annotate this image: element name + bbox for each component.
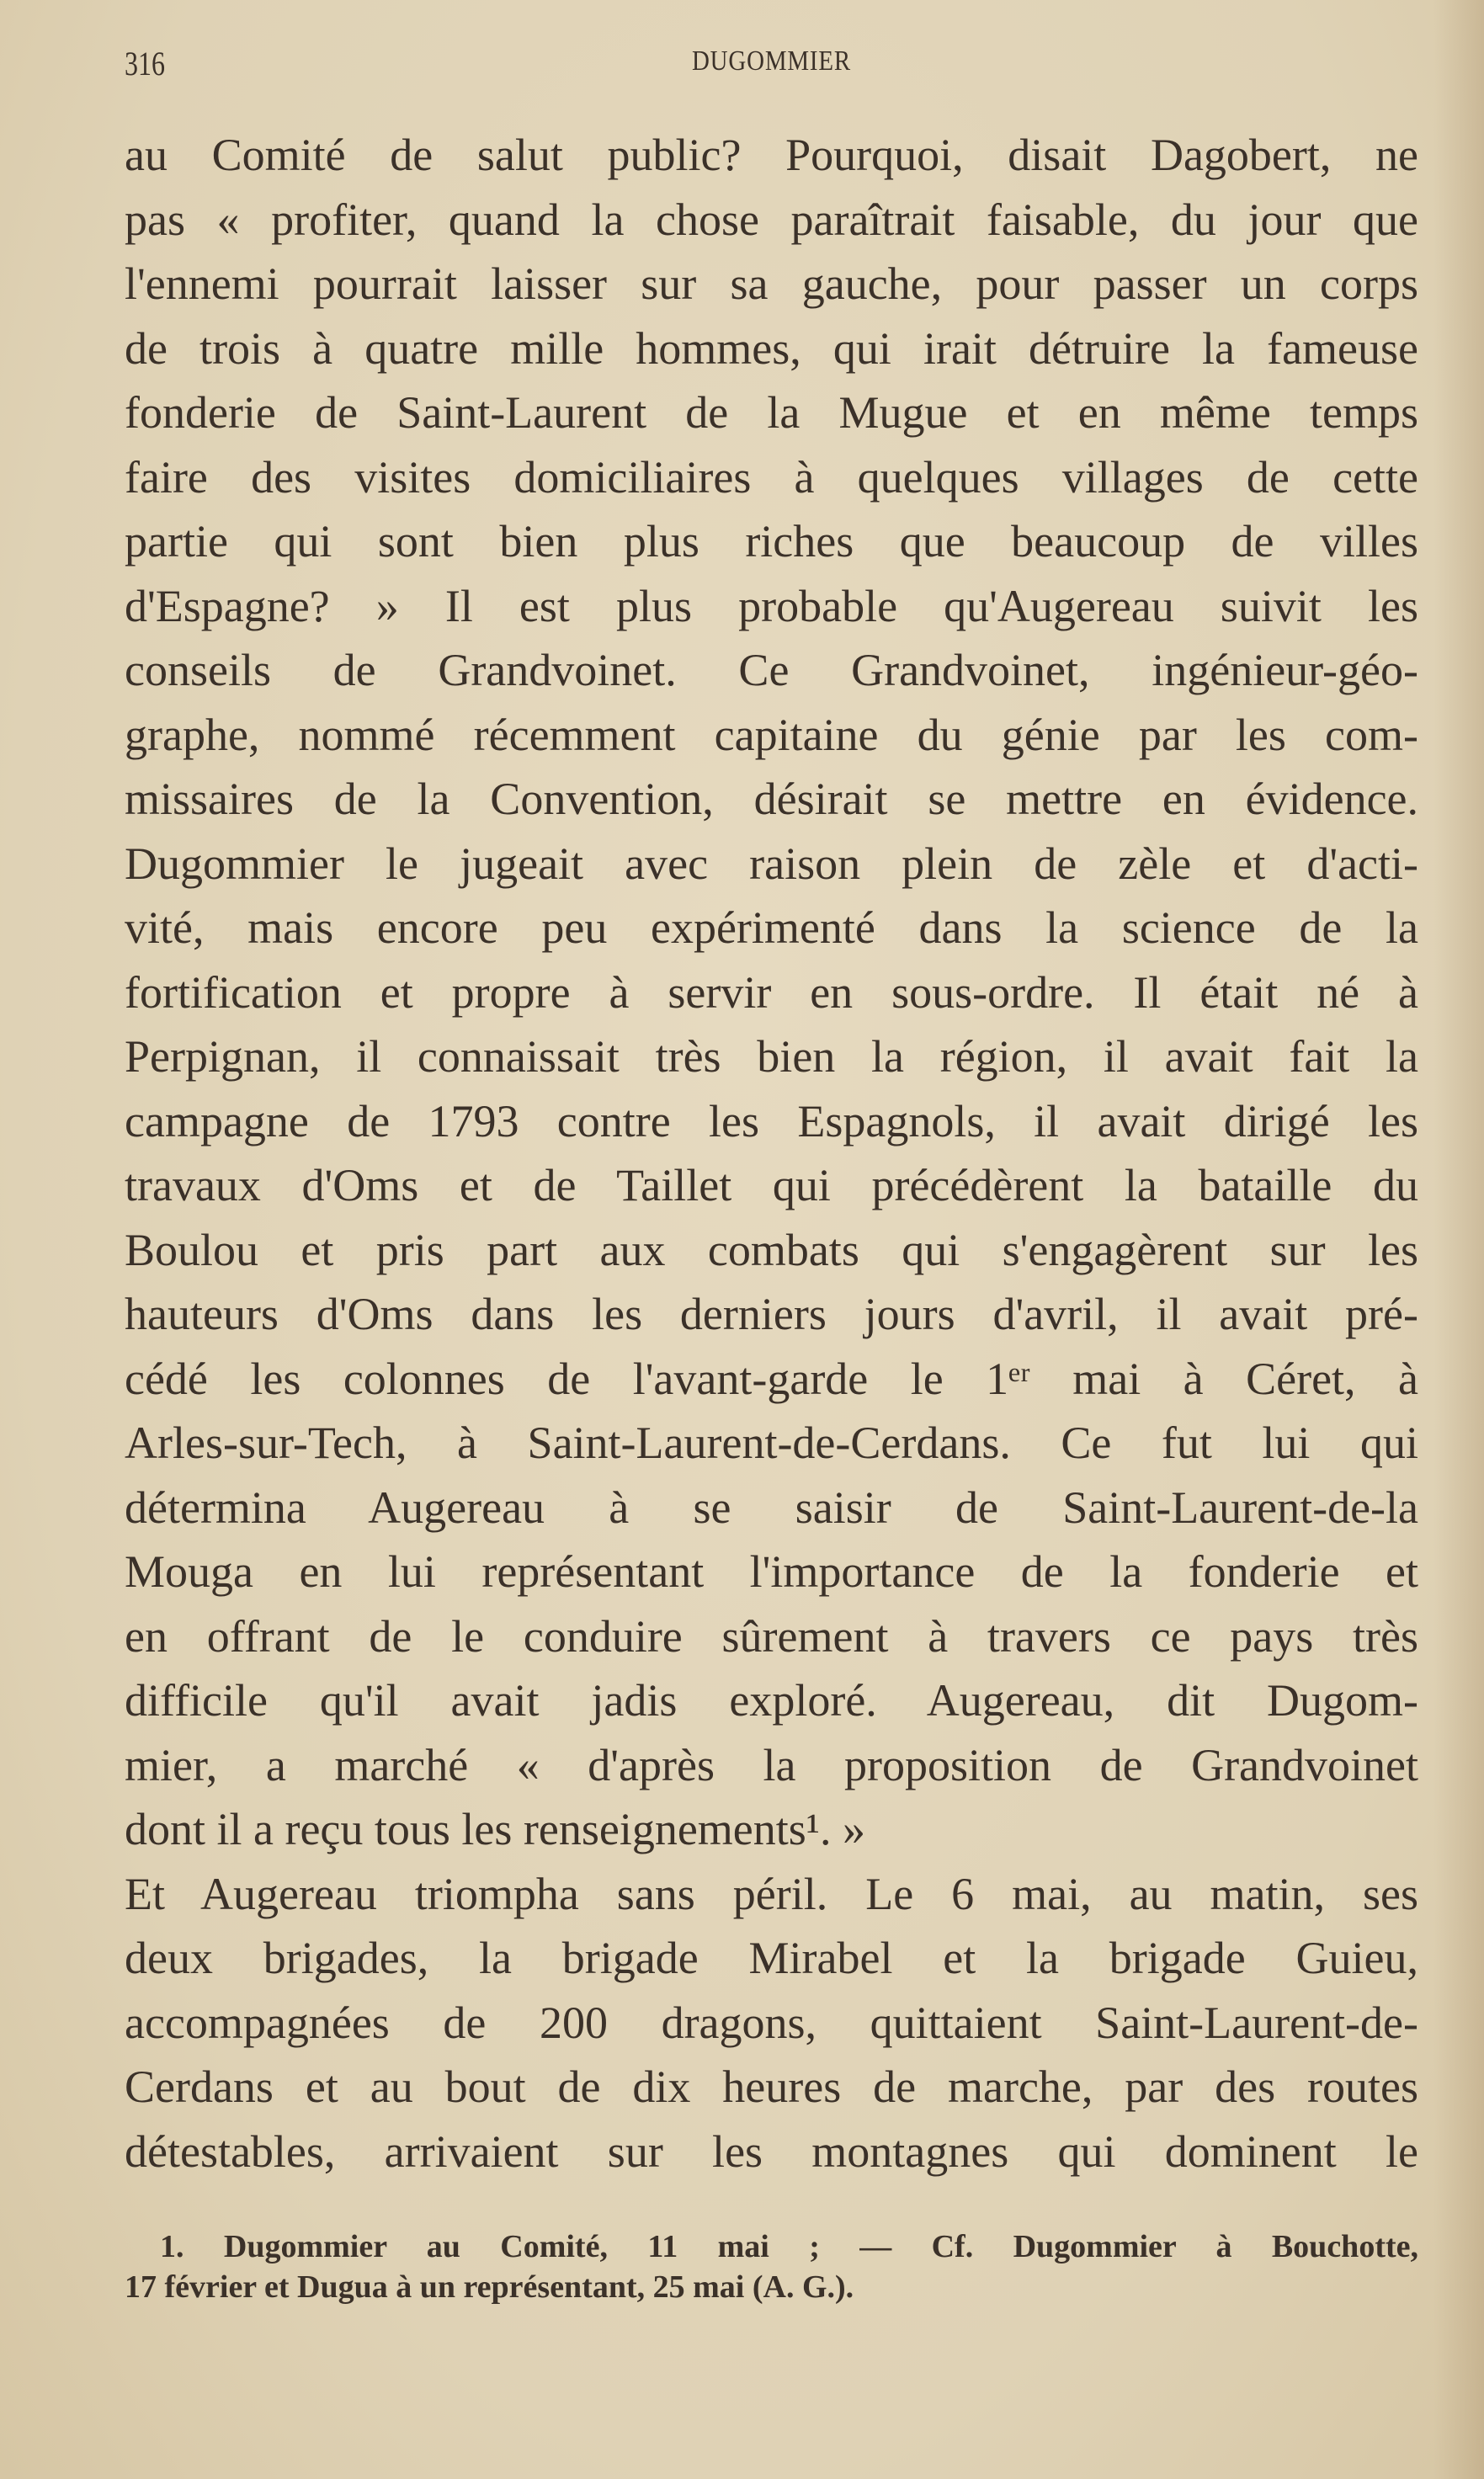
text-line: fortification et propre à servir en sous-ordre. Il était né à (125, 966, 1418, 1018)
text-line: graphe, nommé récemment capitaine du génie par les com- (125, 709, 1418, 760)
text-line: Et Augereau triompha sans péril. Le 6 mai, au matin, ses (125, 1868, 1418, 1919)
text-line: vité, mais encore peu expérimenté dans la science de la (125, 902, 1418, 953)
text-line: Perpignan, il connaissait très bien la région, il avait fait la (125, 1031, 1418, 1082)
text-line: de trois à quatre mille hommes, qui irait détruire la fameuse (125, 322, 1418, 374)
text-line: missaires de la Convention, désirait se mettre en évidence. (125, 774, 1418, 824)
text-line: pas « profiter, quand la chose paraîtrait faisable, du jour que (125, 194, 1418, 245)
text-line: mier, a marché « d'après la proposition de Grandvoinet (125, 1739, 1418, 1790)
text-line: Arles-sur-Tech, à Saint-Laurent-de-Cerdans. Ce fut lui qui (125, 1418, 1418, 1468)
text-line: accompagnées de 200 dragons, quittaient Saint-Laurent-de- (125, 1997, 1418, 2048)
text-line: en offrant de le conduire sûrement à travers ce pays très (125, 1610, 1418, 1662)
page-edge-shadow (1433, 0, 1484, 2479)
text-line: Mouga en lui représentant l'importance de la fonderie et (125, 1546, 1418, 1597)
text-line: Boulou et pris part aux combats qui s'engagèrent sur les (125, 1224, 1418, 1275)
text-line: conseils de Grandvoinet. Ce Grandvoinet, ingénieur-géo- (125, 645, 1418, 695)
text-line: l'ennemi pourrait laisser sur sa gauche, pour passer un corps (125, 258, 1418, 309)
text-line: cédé les colonnes de l'avant-garde le 1ᵉʳ mai à Céret, à (125, 1353, 1418, 1404)
text-line: difficile qu'il avait jadis exploré. Augereau, dit Dugom- (125, 1675, 1418, 1726)
text-line: Dugommier le jugeait avec raison plein de zèle et d'acti- (125, 838, 1418, 889)
body-text (125, 123, 1418, 2184)
footnote-line: 1. Dugommier au Comité, 11 mai ; — Cf. Dugommier à Bouchotte, (160, 2229, 1418, 2264)
text-line: deux brigades, la brigade Mirabel et la brigade Guieu, (125, 1933, 1418, 1983)
text-line: campagne de 1793 contre les Espagnols, il avait dirigé les (125, 1095, 1418, 1146)
page-header (125, 44, 1418, 91)
text-line: détermina Augereau à se saisir de Saint-Laurent-de-la (125, 1482, 1418, 1533)
text-line: travaux d'Oms et de Taillet qui précédèrent la bataille du (125, 1160, 1418, 1210)
text-line: au Comité de salut public? Pourquoi, disait Dagobert, ne (125, 130, 1418, 180)
text-line: détestables, arrivaient sur les montagnes qui dominent le (125, 2125, 1418, 2177)
text-line: partie qui sont bien plus riches que beaucoup de villes (125, 516, 1418, 567)
text-line: d'Espagne? » Il est plus probable qu'Augereau suivit les (125, 580, 1418, 631)
footnotes (125, 2226, 1418, 2307)
running-head: DUGOMMIER (691, 45, 852, 77)
text-line: fonderie de Saint-Laurent de la Mugue et en même temps (125, 387, 1418, 438)
text-line: faire des visites domiciliaires à quelques villages de cette (125, 451, 1418, 503)
page-number: 316 (125, 45, 165, 82)
text-line: dont il a reçu tous les renseignements¹. » (125, 1804, 865, 1854)
text-line: hauteurs d'Oms dans les derniers jours d'avril, il avait pré- (125, 1289, 1418, 1339)
text-line: Cerdans et au bout de dix heures de marche, par des routes (125, 2061, 1418, 2112)
footnote-line: 17 février et Dugua à un représentant, 25 mai (A. G.). (125, 2269, 854, 2305)
